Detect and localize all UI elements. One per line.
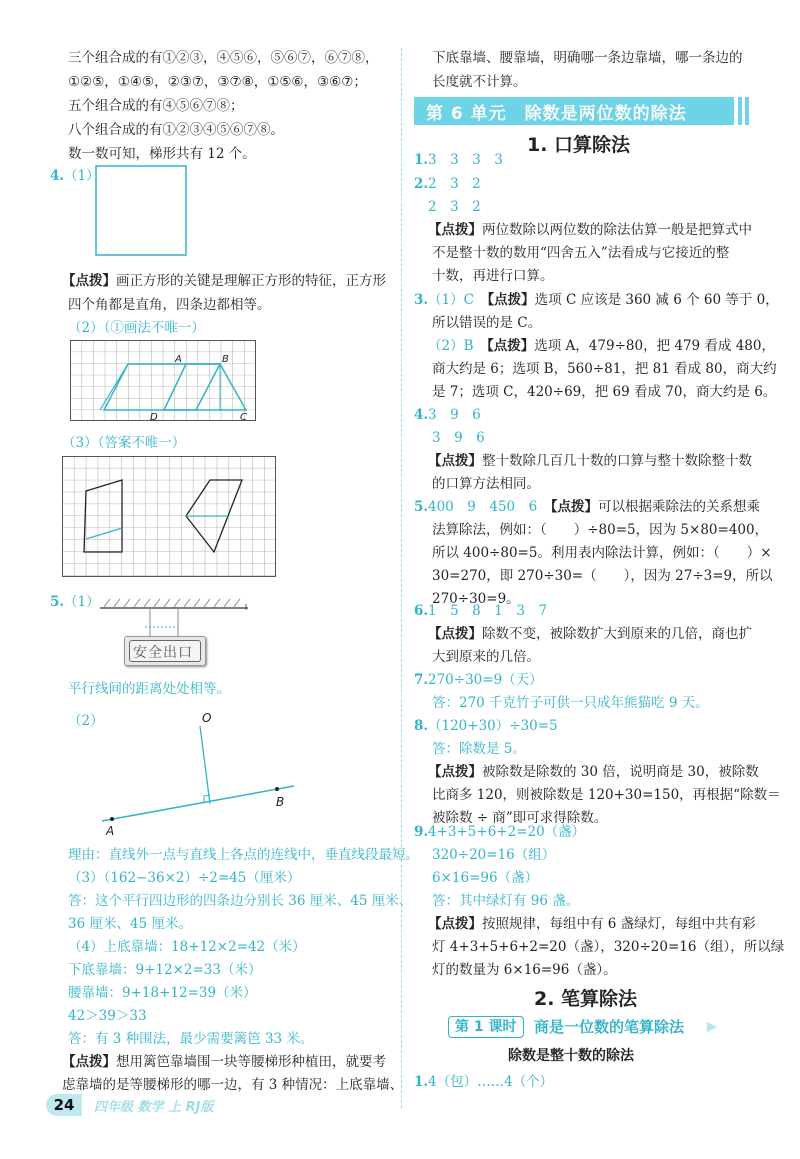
answer-line: 数一数可知，梯形共有 12 个。 — [68, 146, 256, 162]
question-number: 1. — [414, 1074, 429, 1090]
tip-line: 不是整十数的数用“四舍五入”法看成与它接近的整 — [432, 245, 730, 261]
tip-label: 【点拨】 — [428, 626, 482, 642]
answer-line: 1 5 8 1 3 7 — [428, 603, 548, 619]
tip-label: 【点拨】 — [62, 273, 116, 289]
point-label: C — [240, 412, 247, 423]
exit-sign-text: 安全出口 — [133, 645, 193, 661]
unit-banner — [414, 97, 734, 125]
tip-label: 【点拨】 — [428, 764, 482, 780]
tip-line: 比商多 120，则被除数是 120+30=150，再根据“除数＝ — [432, 787, 781, 803]
unit-title: 第 6 单元 除数是两位数的除法 — [426, 104, 687, 124]
tip-line: 是 7；选项 C，420÷69，把 69 看成 70，商大约是 6。 — [432, 384, 777, 400]
tip-text: 整十数除几百几十数的口算与整十数除整十数 — [482, 453, 752, 469]
tip-line: 所以 400÷80=5。利用表内除法计算，例如：（ ）× — [432, 545, 772, 561]
tip-line — [428, 497, 760, 517]
tip-line: 灯 4+3+5+6+2=20（盏），320÷20=16（组），所以绿 — [432, 939, 785, 955]
section-title: 2. 笔算除法 — [534, 988, 638, 1010]
tip-label: 【点拨】 — [428, 916, 482, 932]
answer-line: 平行线间的距离处处相等。 — [68, 681, 230, 697]
answer-line: 长度就不计算。 — [432, 74, 527, 90]
answer-line: 答：除数是 5。 — [432, 741, 526, 757]
tip-label: 【点拨】 — [550, 499, 598, 515]
answer-line: 42＞39＞33 — [68, 1008, 147, 1024]
grid-figure-quadrilaterals — [62, 456, 278, 580]
tip-line — [428, 914, 756, 934]
square-drawing — [92, 162, 192, 258]
question-number: 8. — [414, 718, 429, 734]
answer-line: 答：270 千克竹子可供一只成年熊猫吃 9 天。 — [432, 695, 709, 711]
tip-line — [428, 336, 775, 356]
point-label: O — [202, 711, 212, 725]
answer-line: ①②⑤，①④⑤，②③⑦，③⑦⑧，①⑤⑥，③⑥⑦； — [68, 74, 367, 90]
answer-line: 下底靠墙、腰靠墙，明确哪一条边靠墙，哪一条边的 — [432, 50, 743, 66]
answer-line: 理由：直线外一点与直线上各点的连线中，垂直线段最短。 — [68, 847, 419, 863]
answer-line: 腰靠墙：9+18+12=39（米） — [68, 985, 257, 1001]
tip-text: 按照规律，每组中有 6 盏绿灯，每组中共有彩 — [482, 916, 756, 932]
tip-text: 两位数除以两位数的除法估算一般是把算式中 — [482, 222, 752, 238]
exit-sign-hangers — [120, 609, 210, 639]
answer-line: 三个组合成的有①②③，④⑤⑥，⑤⑥⑦，⑥⑦⑧， — [68, 50, 379, 66]
tip-line — [428, 220, 752, 240]
tip-label: 【点拨】 — [62, 1054, 116, 1070]
tip-line: 四个角都是直角，四条边都相等。 — [68, 297, 271, 313]
part-label: （3）（答案不唯一） — [62, 435, 186, 451]
answer-line: 答：有 3 种围法，最少需要篱笆 33 米。 — [68, 1031, 314, 1047]
part-label: （1） — [64, 594, 100, 610]
answer-line: 2 3 2 — [428, 199, 481, 215]
tip-line: 的口算方法相同。 — [432, 476, 540, 492]
tip-line — [428, 762, 759, 782]
question-number: 4. — [414, 407, 429, 423]
answer-line: 八个组合成的有①②③④⑤⑥⑦⑧。 — [68, 122, 284, 138]
tip-line: 法算除法，例如：（ ）÷80=5，因为 5×80=400， — [432, 522, 769, 538]
tip-line — [428, 451, 752, 471]
answer-line: 五个组合成的有④⑤⑥⑦⑧； — [68, 98, 244, 114]
answer-line: 3 3 3 3 — [428, 152, 503, 168]
answer-line: 270÷30=9（天） — [428, 672, 543, 688]
tip-label: 【点拨】 — [487, 338, 535, 354]
tip-line: 被除数 ÷ 商”即可求得除数。 — [432, 810, 608, 826]
tip-line: 30=270，即 270÷30=（ ），因为 27÷3=9，所以 — [432, 568, 773, 584]
answer-line: （4）上底靠墙：18+12×2=42（米） — [68, 939, 306, 955]
answer-line: （120+30）÷30=5 — [428, 718, 558, 734]
point-label: D — [150, 412, 158, 423]
sub-title: 除数是整十数的除法 — [508, 1048, 634, 1064]
banner-bar — [738, 97, 742, 125]
lesson-tag: 第 1 课时 — [448, 1016, 524, 1038]
page-number: 24 — [46, 1094, 82, 1116]
part-answer: 400 9 450 6 — [428, 499, 538, 515]
tip-line — [428, 290, 779, 310]
answer-line: 320÷20=16（组） — [432, 847, 556, 863]
tip-text: 画正方形的关键是理解正方形的特征，正方形 — [116, 273, 386, 289]
tip-label: 【点拨】 — [487, 292, 535, 308]
answer-line: （3）（162−36×2）÷2=45（厘米） — [68, 870, 301, 886]
tip-line: 270÷30=9。 — [432, 591, 520, 607]
tip-label: 【点拨】 — [428, 222, 482, 238]
question-number: 5. — [50, 594, 65, 610]
question-number: 5. — [414, 499, 429, 515]
point-label: A — [106, 824, 115, 838]
question-number: 3. — [414, 292, 429, 308]
tip-text: 可以根据乘除法的关系想乘 — [597, 499, 760, 515]
answer-line: 答：这个平行四边形的四条边分别长 36 厘米、45 厘米、 — [68, 893, 413, 909]
banner-bar — [745, 97, 749, 125]
question-number: 6. — [414, 603, 429, 619]
tip-line: 所以错误的是 C。 — [432, 315, 542, 331]
perpendicular-figure — [100, 708, 300, 838]
answer-line: 3 9 6 — [428, 407, 481, 423]
part-label: （1） — [64, 168, 100, 184]
arrow-icon — [706, 1021, 718, 1033]
part-label: （2） — [68, 713, 104, 729]
question-number: 4. — [50, 168, 65, 184]
column-divider — [401, 48, 402, 1108]
part-answer: （1）C — [428, 292, 474, 308]
answer-line: 下底靠墙：9+12×2=33（米） — [68, 962, 262, 978]
tip-line — [428, 624, 752, 644]
section-title: 1. 口算除法 — [527, 134, 631, 156]
tip-line — [62, 271, 386, 291]
tip-line — [62, 1052, 386, 1072]
answer-line: 3 9 6 — [432, 430, 485, 446]
tip-line: 大到原来的几倍。 — [432, 649, 540, 665]
tip-line: 十数，再进行口算。 — [432, 268, 554, 284]
part-label: （2）（①画法不唯一） — [68, 320, 205, 336]
point-label: A — [175, 354, 182, 365]
answer-line: 2 3 2 — [428, 176, 481, 192]
tip-text: 选项 A，479÷80，把 479 看成 480， — [534, 338, 775, 354]
tip-line: 商大约是 6；选项 B，560÷81，把 81 看成 80，商大约 — [432, 361, 777, 377]
question-number: 1. — [414, 152, 429, 168]
tip-label: 【点拨】 — [428, 453, 482, 469]
question-number: 2. — [414, 176, 429, 192]
answer-line: 4+3+5+6+2=20（盏） — [428, 824, 586, 840]
answer-line: 6×16=96（盏） — [432, 870, 539, 886]
exit-sign — [124, 636, 206, 666]
tip-text: 选项 C 应该是 360 减 6 个 60 等于 0， — [534, 292, 779, 308]
point-label: B — [222, 354, 229, 365]
grid-figure-parallelogram-trapezoid — [70, 340, 260, 424]
part-answer: （2）B — [428, 338, 474, 354]
ceiling-wall-hatch — [100, 596, 250, 610]
answer-line: 4（包）……4（个） — [428, 1074, 554, 1090]
point-label: B — [276, 795, 285, 809]
tip-text: 被除数是除数的 30 倍，说明商是 30，被除数 — [482, 764, 759, 780]
tip-text: 除数不变，被除数扩大到原来的几倍，商也扩 — [482, 626, 752, 642]
answer-line: 36 厘米、45 厘米。 — [68, 916, 192, 932]
tip-text: 想用篱笆靠墙围一块等腰梯形种植田，就要考 — [116, 1054, 386, 1070]
answer-line: 答：其中绿灯有 96 盏。 — [432, 893, 580, 909]
lesson-name: 商是一位数的笔算除法 — [534, 1018, 685, 1036]
question-number: 7. — [414, 672, 429, 688]
tip-line: 虑靠墙的是等腰梯形的哪一边，有 3 种情况：上底靠墙、 — [62, 1077, 404, 1093]
tip-line: 灯的数量为 6×16=96（盏）。 — [432, 962, 617, 978]
question-number: 9. — [414, 824, 429, 840]
book-title: 四年级 数学 上 RJ版 — [94, 1100, 214, 1115]
